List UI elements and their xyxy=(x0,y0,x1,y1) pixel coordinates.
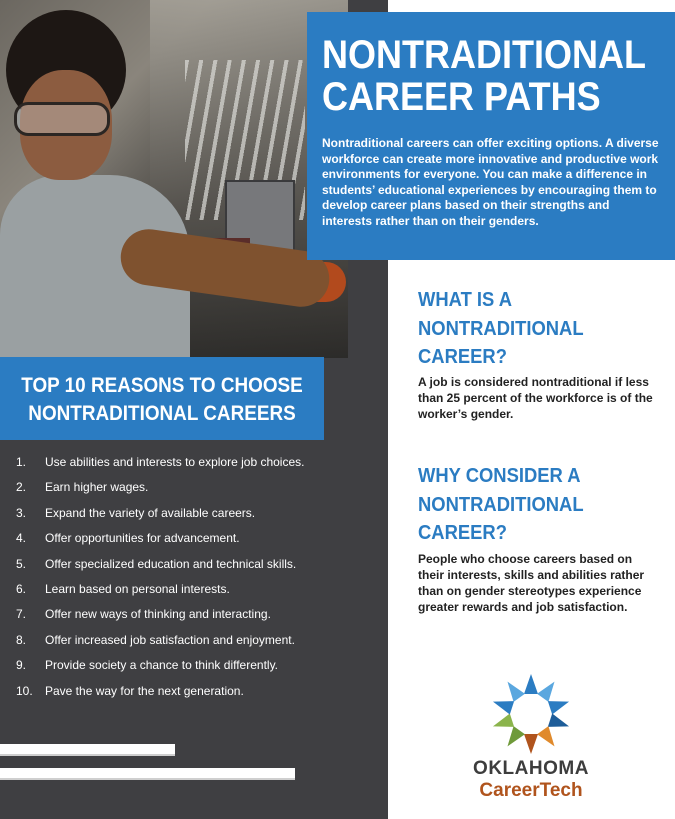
list-item-text: Offer opportunities for advancement. xyxy=(45,531,240,546)
list-item-number: 10. xyxy=(16,683,33,698)
list-item xyxy=(16,454,376,479)
star-burst-logo-icon xyxy=(486,672,576,756)
list-item-number: 5. xyxy=(16,556,27,571)
decorative-bar-short xyxy=(0,744,175,756)
logo-wordmark-oklahoma: OKLAHOMA xyxy=(473,758,589,779)
intro-paragraph: Nontraditional careers can offer exciting options. A diverse workforce can create more innovative and productive work environments for everyone. You can make a difference in students’ educational experiences by encouraging them to develop career plans based on their strengths and interests rather than on their genders. xyxy=(322,136,659,228)
photo-safety-goggles xyxy=(14,102,110,136)
list-item-text: Learn based on personal interests. xyxy=(45,581,230,596)
list-item-text: Earn higher wages. xyxy=(45,480,149,495)
list-item-text: Pave the way for the next generation. xyxy=(45,683,244,698)
why-heading-line-1: WHY CONSIDER A xyxy=(418,465,581,487)
list-item xyxy=(16,632,376,657)
why-heading-line-3: CAREER? xyxy=(418,522,507,544)
title-line-2: CAREER PATHS xyxy=(322,75,601,119)
list-item-number: 3. xyxy=(16,505,27,520)
title-line-1: NONTRADITIONAL xyxy=(322,33,646,77)
list-item-text: Offer specialized education and technical skills. xyxy=(45,556,297,571)
list-item xyxy=(16,556,376,581)
list-item xyxy=(16,683,376,708)
why-heading-line-2: NONTRADITIONAL xyxy=(418,493,584,516)
decorative-bar-long xyxy=(0,768,295,780)
list-item-text: Provide society a chance to think differently. xyxy=(45,658,279,673)
list-item-text: Offer increased job satisfaction and enjoyment. xyxy=(45,632,295,647)
what-body: A job is considered nontraditional if less than 25 percent of the workforce is of the worker’s gender. xyxy=(418,375,653,421)
list-item-number: 9. xyxy=(16,658,27,673)
what-heading xyxy=(418,286,639,372)
list-item-number: 2. xyxy=(16,480,27,495)
page-title xyxy=(322,33,646,119)
list-item xyxy=(16,581,376,606)
what-heading-line-3: CAREER? xyxy=(418,346,507,368)
list-item xyxy=(16,606,376,631)
list-item-number: 7. xyxy=(16,607,27,622)
oklahoma-careertech-logo xyxy=(466,672,596,807)
list-item-number: 4. xyxy=(16,531,27,546)
why-body: People who choose careers based on their interests, skills and abilities rather than on gender stereotypes experience greater rewards and job satisfaction. xyxy=(418,552,645,614)
reasons-heading xyxy=(16,372,308,428)
reasons-heading-box xyxy=(0,357,324,440)
title-panel xyxy=(307,12,675,260)
list-item-text: Expand the variety of available careers. xyxy=(45,505,256,520)
list-item xyxy=(16,505,376,530)
list-item xyxy=(16,657,376,682)
what-heading-line-1: WHAT IS A xyxy=(418,289,513,311)
list-item xyxy=(16,530,376,555)
what-heading-line-2: NONTRADITIONAL xyxy=(418,317,584,340)
logo-wordmark-careertech: CareerTech xyxy=(479,780,583,801)
list-item-number: 1. xyxy=(16,455,27,469)
reasons-heading-line-1: TOP 10 REASONS TO CHOOSE xyxy=(21,374,303,397)
list-item-number: 8. xyxy=(16,632,27,647)
list-item-text: Use abilities and interests to explore job choices. xyxy=(45,455,305,469)
list-item-text: Offer new ways of thinking and interacting. xyxy=(45,607,271,622)
hero-photo-mechanic xyxy=(0,0,348,358)
list-item-number: 6. xyxy=(16,581,27,596)
why-heading xyxy=(418,462,639,548)
reasons-heading-line-2: NONTRADITIONAL CAREERS xyxy=(28,402,296,425)
reasons-list xyxy=(16,454,376,708)
list-item xyxy=(16,479,376,504)
